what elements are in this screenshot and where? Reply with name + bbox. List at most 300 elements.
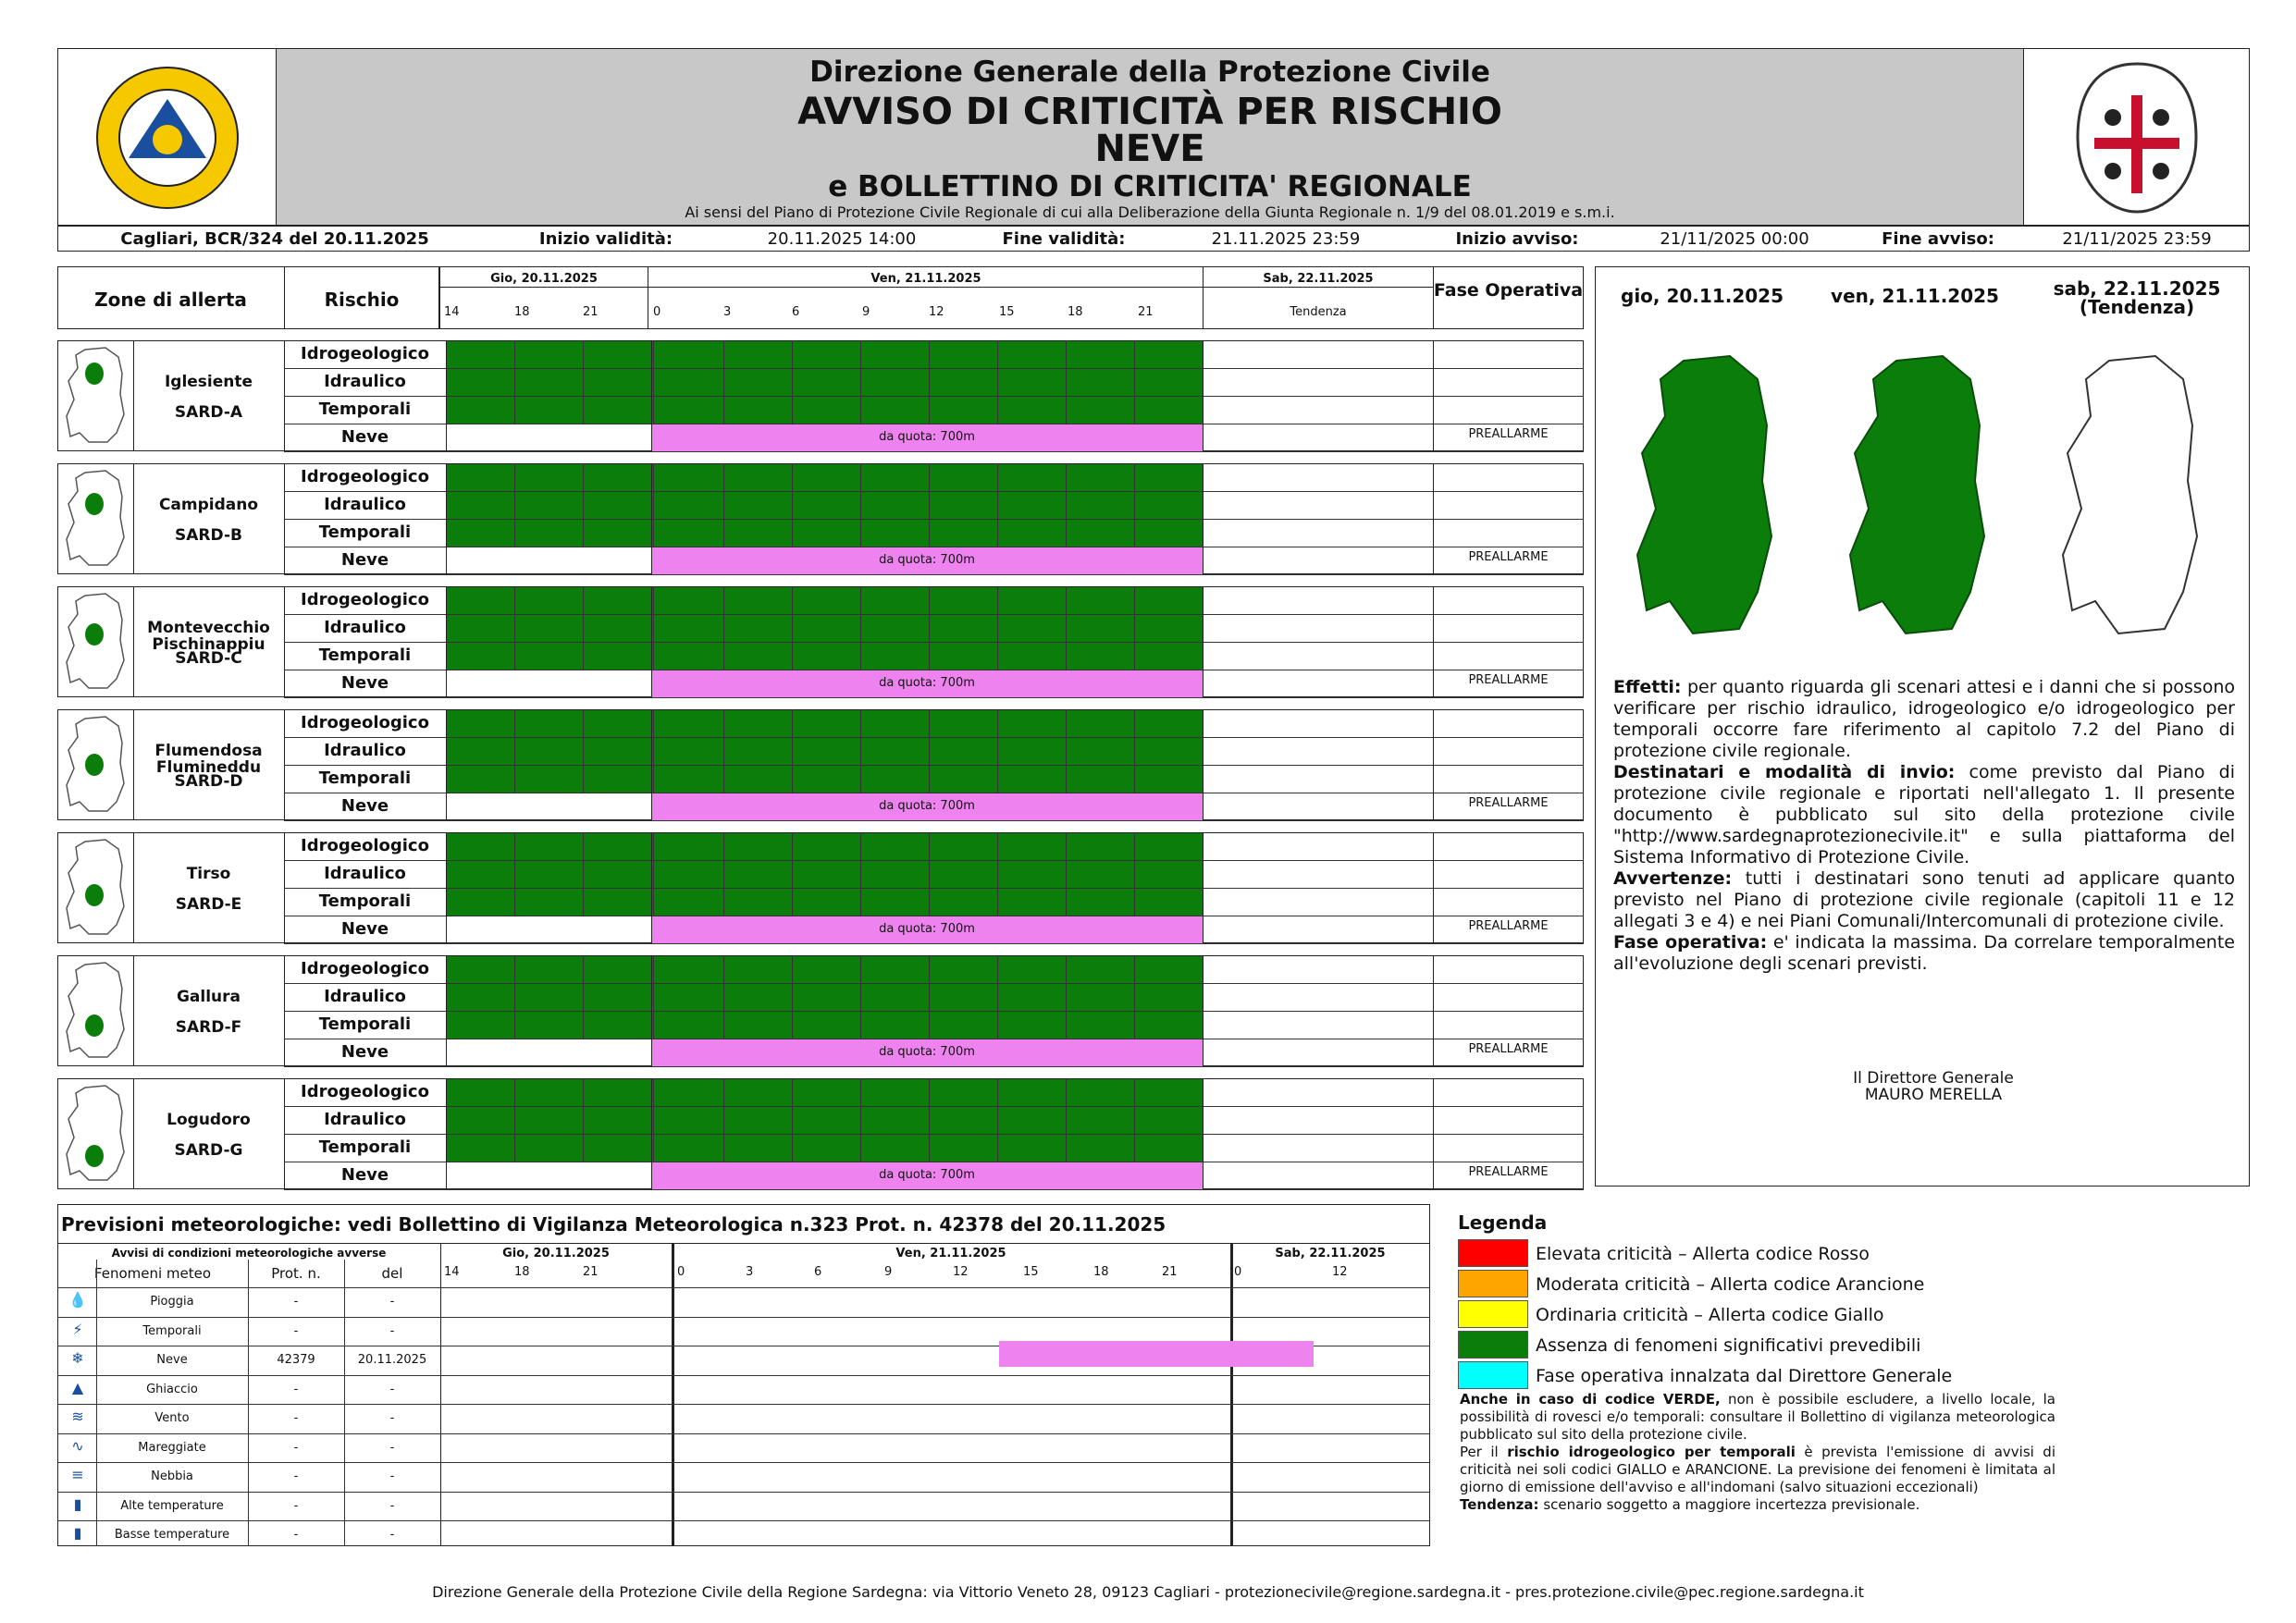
cell-line: [860, 983, 861, 1011]
cell-line: [997, 368, 998, 396]
cell-line: [792, 1134, 793, 1162]
zone-sep: [1203, 340, 1204, 451]
meteo-day2: Ven, 21.11.2025: [895, 1247, 1006, 1260]
meteo-hour: 6: [814, 1265, 822, 1279]
map2-date: ven, 21.11.2025: [1831, 285, 1999, 307]
cell-line: [1134, 463, 1135, 491]
zone-name: Tirso: [186, 865, 231, 883]
inizio-label: Inizio validità:: [538, 229, 673, 249]
risk-label: Idrogeologico: [301, 590, 429, 609]
snow-note: da quota: 700m: [879, 1045, 975, 1059]
cell-line: [514, 642, 515, 670]
cell-line: [653, 860, 654, 888]
cell-line: [997, 737, 998, 765]
regione-sardegna-logo: [58, 49, 278, 227]
fase-value: PREALLARME: [1468, 673, 1549, 687]
cell-line: [929, 832, 930, 860]
cell-line: [929, 519, 930, 547]
cell-line: [723, 709, 724, 737]
cell-line: [514, 1078, 515, 1106]
zone-sep: [651, 832, 652, 943]
hour-tick: 14: [444, 305, 460, 319]
green-bar: [446, 492, 1203, 519]
zone-sep: [651, 463, 652, 574]
zone-sep: [1433, 955, 1434, 1066]
cell-line: [583, 1106, 584, 1134]
meteo-prot: -: [293, 1469, 299, 1483]
note2-text: è prevista l'emissione di avvisi di criticità nei soli codici GIALLO e ARANCIONE. La previsione dei fenomeni è limitata al giorno di emissione dell'avviso e all'indomani (salvo situazioni eccezionali): [1460, 1444, 2055, 1495]
hot-icon: ▮: [73, 1494, 82, 1513]
cell-line: [997, 340, 998, 368]
meteo-name: Alte temperature: [120, 1498, 224, 1513]
cell-line: [997, 586, 998, 614]
cell-line: [514, 737, 515, 765]
cell-line: [1066, 737, 1067, 765]
zone-sep: [446, 586, 447, 697]
zone-locator-map-icon: [63, 469, 130, 569]
cell-line: [583, 765, 584, 793]
cell-line: [583, 396, 584, 424]
zone-name: Flumendosa Flumineddu: [154, 742, 263, 777]
zone-sep: [651, 340, 652, 451]
cell-line: [1066, 368, 1067, 396]
cell-line: [723, 368, 724, 396]
tendenza-label: Tendenza: [1290, 305, 1347, 319]
cell-line: [860, 1106, 861, 1134]
cell-line: [653, 1134, 654, 1162]
green-bar: [446, 710, 1203, 737]
day-sep: [1203, 266, 1204, 329]
avvertenze-text: tutti i destinatari sono tenuti ad applicare quanto previsto nel Piano di protezione civile regionale (capitoli 11 e 12 allegati 3 e 4) e nei Piani Comunali/Intercomunali di protezione civile.: [1613, 868, 2235, 931]
risk-label: Temporali: [318, 891, 412, 911]
risk-label: Neve: [340, 1165, 389, 1185]
hour-tick: 6: [792, 305, 800, 319]
hour-tick: 21: [1138, 305, 1154, 319]
cell-line: [653, 709, 654, 737]
cell-line: [929, 368, 930, 396]
legend-label: Moderata criticità – Allerta codice Arancione: [1536, 1274, 1925, 1295]
meteo-hour: 21: [1162, 1265, 1178, 1279]
zone-locator-map-icon: [63, 838, 130, 938]
cell-line: [929, 860, 930, 888]
zone-locator-map-icon: [63, 1084, 130, 1184]
cell-line: [792, 586, 793, 614]
meteo-name: Vento: [154, 1411, 190, 1425]
meteo-del: -: [389, 1295, 395, 1309]
risk-label: Idraulico: [324, 495, 406, 514]
zone-code: SARD-A: [174, 403, 243, 422]
cell-line: [653, 586, 654, 614]
legend-label: Elevata criticità – Allerta codice Rosso: [1536, 1244, 1870, 1264]
cell-line: [653, 491, 654, 519]
col-rischio-header: Rischio: [324, 289, 400, 311]
zone-code: SARD-C: [175, 649, 242, 668]
green-bar: [446, 520, 1203, 547]
risk-label: Idrogeologico: [301, 836, 429, 855]
fase-value: PREALLARME: [1468, 427, 1549, 441]
sardinia-coat-of-arms-icon: [2024, 49, 2251, 227]
risk-label: Temporali: [318, 646, 412, 665]
cell-line: [723, 586, 724, 614]
zone-name: Logudoro: [167, 1111, 251, 1129]
zone-sep: [1433, 832, 1434, 943]
meteo-hour: 14: [444, 1265, 460, 1279]
cell-line: [723, 955, 724, 983]
green-bar: [446, 1135, 1203, 1162]
cell-line: [723, 1011, 724, 1039]
meteo-name: Basse temperature: [114, 1528, 230, 1542]
zone-sep: [446, 709, 447, 820]
cell-line: [792, 709, 793, 737]
cell-line: [1066, 463, 1067, 491]
notes-block: [1613, 677, 2235, 975]
risk-label: Idrogeologico: [301, 1082, 429, 1101]
meteo-hour: 3: [746, 1265, 754, 1279]
cell-line: [1134, 519, 1135, 547]
cell-line: [929, 955, 930, 983]
row-line: [284, 574, 1584, 575]
cell-line: [723, 491, 724, 519]
legend-swatch: [1458, 1331, 1528, 1359]
col-fase-header: Fase Operativa: [1433, 280, 1584, 301]
cell-line: [583, 1011, 584, 1039]
meteo-del: -: [389, 1440, 395, 1455]
cell-line: [860, 1078, 861, 1106]
zone-sep: [1433, 709, 1434, 820]
legend-title: Legenda: [1458, 1211, 1548, 1234]
cell-line: [653, 1011, 654, 1039]
green-bar: [446, 833, 1203, 860]
cell-line: [929, 1106, 930, 1134]
cell-line: [997, 1011, 998, 1039]
cell-line: [997, 1078, 998, 1106]
meteo-title: Previsioni meteorologiche: vedi Bollettino di Vigilanza Meteorologica n.323 Prot. n. 42378 del 20.11.2025: [61, 1213, 1167, 1236]
meteo-del: -: [389, 1528, 395, 1542]
green-bar: [446, 889, 1203, 916]
meteo-vline: [1230, 1243, 1233, 1546]
green-bar: [446, 615, 1203, 642]
meteo-vline: [440, 1243, 441, 1546]
cell-line: [1134, 709, 1135, 737]
cell-line: [1066, 614, 1067, 642]
snow-note: da quota: 700m: [879, 922, 975, 936]
wind-icon: ≋: [71, 1408, 84, 1425]
cell-line: [929, 340, 930, 368]
risk-label: Temporali: [318, 400, 412, 419]
meteo-col-line: [344, 1260, 345, 1546]
cell-line: [929, 709, 930, 737]
effetti-label: Effetti:: [1613, 677, 1682, 697]
header-line2: AVVISO DI CRITICITÀ PER RISCHIO: [797, 91, 1502, 133]
cell-line: [514, 586, 515, 614]
cell-line: [1066, 586, 1067, 614]
meteo-hour: 18: [1093, 1265, 1109, 1279]
cell-line: [1066, 1134, 1067, 1162]
map3-date: sab, 22.11.2025: [2053, 277, 2221, 300]
cell-line: [792, 519, 793, 547]
meteo-hour: 0: [1234, 1265, 1242, 1279]
fase-value: PREALLARME: [1468, 796, 1549, 810]
snow-icon: ❄: [71, 1349, 84, 1367]
cell-line: [653, 983, 654, 1011]
cell-line: [792, 396, 793, 424]
zone-code: SARD-B: [175, 526, 242, 545]
zone-code: SARD-F: [175, 1018, 242, 1037]
green-bar: [446, 341, 1203, 368]
zone-sep: [1433, 340, 1434, 451]
meteo-row-line: [57, 1287, 1430, 1288]
cell-line: [723, 614, 724, 642]
zone-sep: [1203, 1078, 1204, 1189]
meteo-name: Pioggia: [150, 1295, 194, 1309]
sardinia-map-day3: [2054, 351, 2211, 638]
cell-line: [860, 860, 861, 888]
legend-label: Assenza di fenomeni significativi prevedibili: [1536, 1335, 1921, 1356]
rain-icon: 💧: [68, 1291, 87, 1309]
inizio-avviso-label: Inizio avviso:: [1455, 229, 1579, 249]
cell-line: [997, 642, 998, 670]
risk-label: Idraulico: [324, 618, 406, 637]
meteo-col1: Fenomeni meteo: [93, 1265, 212, 1282]
cell-line: [929, 1011, 930, 1039]
cell-line: [792, 955, 793, 983]
cell-line: [792, 614, 793, 642]
green-bar: [446, 1079, 1203, 1106]
risk-label: Idraulico: [324, 987, 406, 1006]
cell-line: [997, 463, 998, 491]
cell-line: [1134, 737, 1135, 765]
sardinia-map-day2: [1841, 351, 1998, 638]
meteo-row-line: [57, 1404, 1430, 1405]
zone-sep: [651, 709, 652, 820]
cell-line: [1066, 1011, 1067, 1039]
row-line: [284, 943, 1584, 944]
zone-sep: [446, 340, 447, 451]
snow-note: da quota: 700m: [879, 430, 975, 444]
cell-line: [583, 860, 584, 888]
risk-label: Neve: [340, 1042, 389, 1062]
footer: Direzione Generale della Protezione Civile della Regione Sardegna: via Vittorio Veneto 28, 09123 Cagliari - protezionecivile@regione.sardegna.it - pres.protezione.civile@pec.regione.sardegna.it: [432, 1583, 1864, 1601]
cell-line: [1134, 614, 1135, 642]
meteo-hline: [57, 1243, 1430, 1244]
cell-line: [929, 491, 930, 519]
cell-line: [514, 396, 515, 424]
meteo-name: Mareggiate: [138, 1440, 206, 1455]
zone-name: Campidano: [158, 496, 259, 514]
zone-sep: [133, 340, 134, 451]
cell-line: [860, 888, 861, 916]
cell-line: [860, 955, 861, 983]
inizio-avviso-value: 21/11/2025 00:00: [1660, 229, 1809, 249]
note2-a: Per il: [1460, 1444, 1499, 1460]
cell-line: [1134, 955, 1135, 983]
zone-name: Iglesiente: [164, 373, 253, 391]
cell-line: [653, 396, 654, 424]
sardinia-map-day1: [1628, 351, 1785, 638]
cell-line: [723, 519, 724, 547]
cell-line: [997, 1134, 998, 1162]
cell-line: [583, 586, 584, 614]
green-bar: [446, 766, 1203, 793]
green-bar: [446, 861, 1203, 888]
cell-line: [583, 832, 584, 860]
cell-line: [723, 340, 724, 368]
cell-line: [653, 1106, 654, 1134]
cell-line: [1066, 396, 1067, 424]
risk-label: Temporali: [318, 768, 412, 788]
meteo-hour: 15: [1023, 1265, 1039, 1279]
meteo-vline: [672, 1243, 674, 1546]
cell-line: [792, 888, 793, 916]
risk-label: Neve: [340, 796, 389, 816]
zone-sep: [133, 832, 134, 943]
cell-line: [1066, 860, 1067, 888]
cell-line: [792, 491, 793, 519]
cell-line: [792, 737, 793, 765]
fase-text: e' indicata la massima. Da correlare temporalmente all'evoluzione degli scenari previsti.: [1613, 932, 2235, 974]
risk-label: Idrogeologico: [301, 467, 429, 486]
meteo-prot: -: [293, 1528, 299, 1542]
cell-line: [1134, 1134, 1135, 1162]
meteo-col3: del: [381, 1265, 403, 1282]
hour-tick: 18: [1068, 305, 1083, 319]
cell-line: [514, 368, 515, 396]
risk-label: Idrogeologico: [301, 713, 429, 732]
meteo-hour: 21: [583, 1265, 599, 1279]
cell-line: [1134, 368, 1135, 396]
hour-tick: 21: [583, 305, 599, 319]
meteo-hour: 18: [514, 1265, 530, 1279]
risk-label: Idrogeologico: [301, 344, 429, 363]
cell-line: [997, 983, 998, 1011]
cell-line: [1066, 765, 1067, 793]
cell-line: [1134, 491, 1135, 519]
zone-sep: [1433, 1078, 1434, 1189]
cell-line: [792, 860, 793, 888]
cell-line: [860, 642, 861, 670]
day3-header: Sab, 22.11.2025: [1263, 272, 1374, 286]
cell-line: [514, 888, 515, 916]
cell-line: [929, 586, 930, 614]
risk-label: Idraulico: [324, 741, 406, 760]
meteo-neve-bar: [999, 1341, 1314, 1367]
inizio-value: 20.11.2025 14:00: [767, 229, 917, 249]
cell-line: [723, 1134, 724, 1162]
cell-line: [723, 1078, 724, 1106]
zone-sep: [446, 1078, 447, 1189]
snow-note: da quota: 700m: [879, 676, 975, 690]
cell-line: [723, 737, 724, 765]
cell-line: [653, 955, 654, 983]
cell-line: [860, 340, 861, 368]
legend-swatch: [1458, 1270, 1528, 1297]
cell-line: [997, 955, 998, 983]
cell-line: [860, 396, 861, 424]
cell-line: [583, 955, 584, 983]
meteo-row-line: [57, 1375, 1430, 1376]
cell-line: [997, 396, 998, 424]
cell-line: [860, 737, 861, 765]
zone-locator-map-icon: [63, 592, 130, 692]
meteo-del: -: [389, 1469, 395, 1483]
cell-line: [514, 340, 515, 368]
meteo-prot: -: [293, 1411, 299, 1425]
cell-line: [1066, 888, 1067, 916]
hour-tick: 18: [514, 305, 530, 319]
meteo-hour: 12: [953, 1265, 969, 1279]
zone-code: SARD-G: [174, 1141, 243, 1160]
waves-icon: ∿: [71, 1436, 84, 1455]
cell-line: [1134, 396, 1135, 424]
cell-line: [929, 1078, 930, 1106]
green-bar: [446, 984, 1203, 1011]
cell-line: [653, 614, 654, 642]
cell-line: [792, 368, 793, 396]
meteo-name: Nebbia: [151, 1469, 193, 1483]
cell-line: [860, 709, 861, 737]
cell-line: [860, 519, 861, 547]
cell-line: [583, 737, 584, 765]
cell-line: [1066, 340, 1067, 368]
zone-sep: [651, 586, 652, 697]
meteo-hour: 12: [1332, 1265, 1348, 1279]
row-line: [284, 1066, 1584, 1067]
cell-line: [1134, 860, 1135, 888]
zone-locator-map-icon: [63, 715, 130, 815]
zone-sep: [133, 955, 134, 1066]
cell-line: [583, 709, 584, 737]
cell-line: [792, 340, 793, 368]
green-bar: [446, 369, 1203, 396]
day-sep: [439, 266, 440, 329]
cell-line: [723, 888, 724, 916]
row-line: [284, 1189, 1584, 1190]
cell-line: [653, 519, 654, 547]
cell-line: [929, 765, 930, 793]
cell-line: [723, 396, 724, 424]
fase-label: Fase operativa:: [1613, 932, 1768, 953]
cell-line: [1134, 888, 1135, 916]
cell-line: [929, 614, 930, 642]
cell-line: [723, 1106, 724, 1134]
row-line: [284, 697, 1584, 698]
meteo-prot: -: [293, 1295, 299, 1309]
signature-title: Il Direttore Generale: [1853, 1069, 2014, 1088]
risk-label: Idraulico: [324, 372, 406, 391]
zone-sep: [1433, 463, 1434, 574]
effetti-text: per quanto riguarda gli scenari attesi e i danni che si possono verificare per rischio idraulico, idrogeologico e/o idrogeologico per temporali occorre fare riferimento al capitolo 7.2 del Piano di protezione civile regionale.: [1613, 677, 2235, 761]
cell-line: [514, 983, 515, 1011]
map1-date: gio, 20.11.2025: [1621, 285, 1784, 307]
cell-line: [792, 1078, 793, 1106]
cell-line: [1066, 519, 1067, 547]
snow-note: da quota: 700m: [879, 1168, 975, 1182]
cell-line: [860, 368, 861, 396]
cell-line: [583, 368, 584, 396]
cell-line: [583, 983, 584, 1011]
cell-line: [1066, 832, 1067, 860]
cell-line: [583, 1078, 584, 1106]
zone-sep: [1203, 586, 1204, 697]
cell-line: [514, 955, 515, 983]
cell-line: [514, 519, 515, 547]
zone-sep: [1203, 463, 1204, 574]
meteo-row-line: [57, 1492, 1430, 1493]
cell-line: [653, 1078, 654, 1106]
cell-line: [1134, 765, 1135, 793]
cell-line: [1134, 1011, 1135, 1039]
note3-text: scenario soggetto a maggiore incertezza previsionale.: [1543, 1496, 1920, 1513]
